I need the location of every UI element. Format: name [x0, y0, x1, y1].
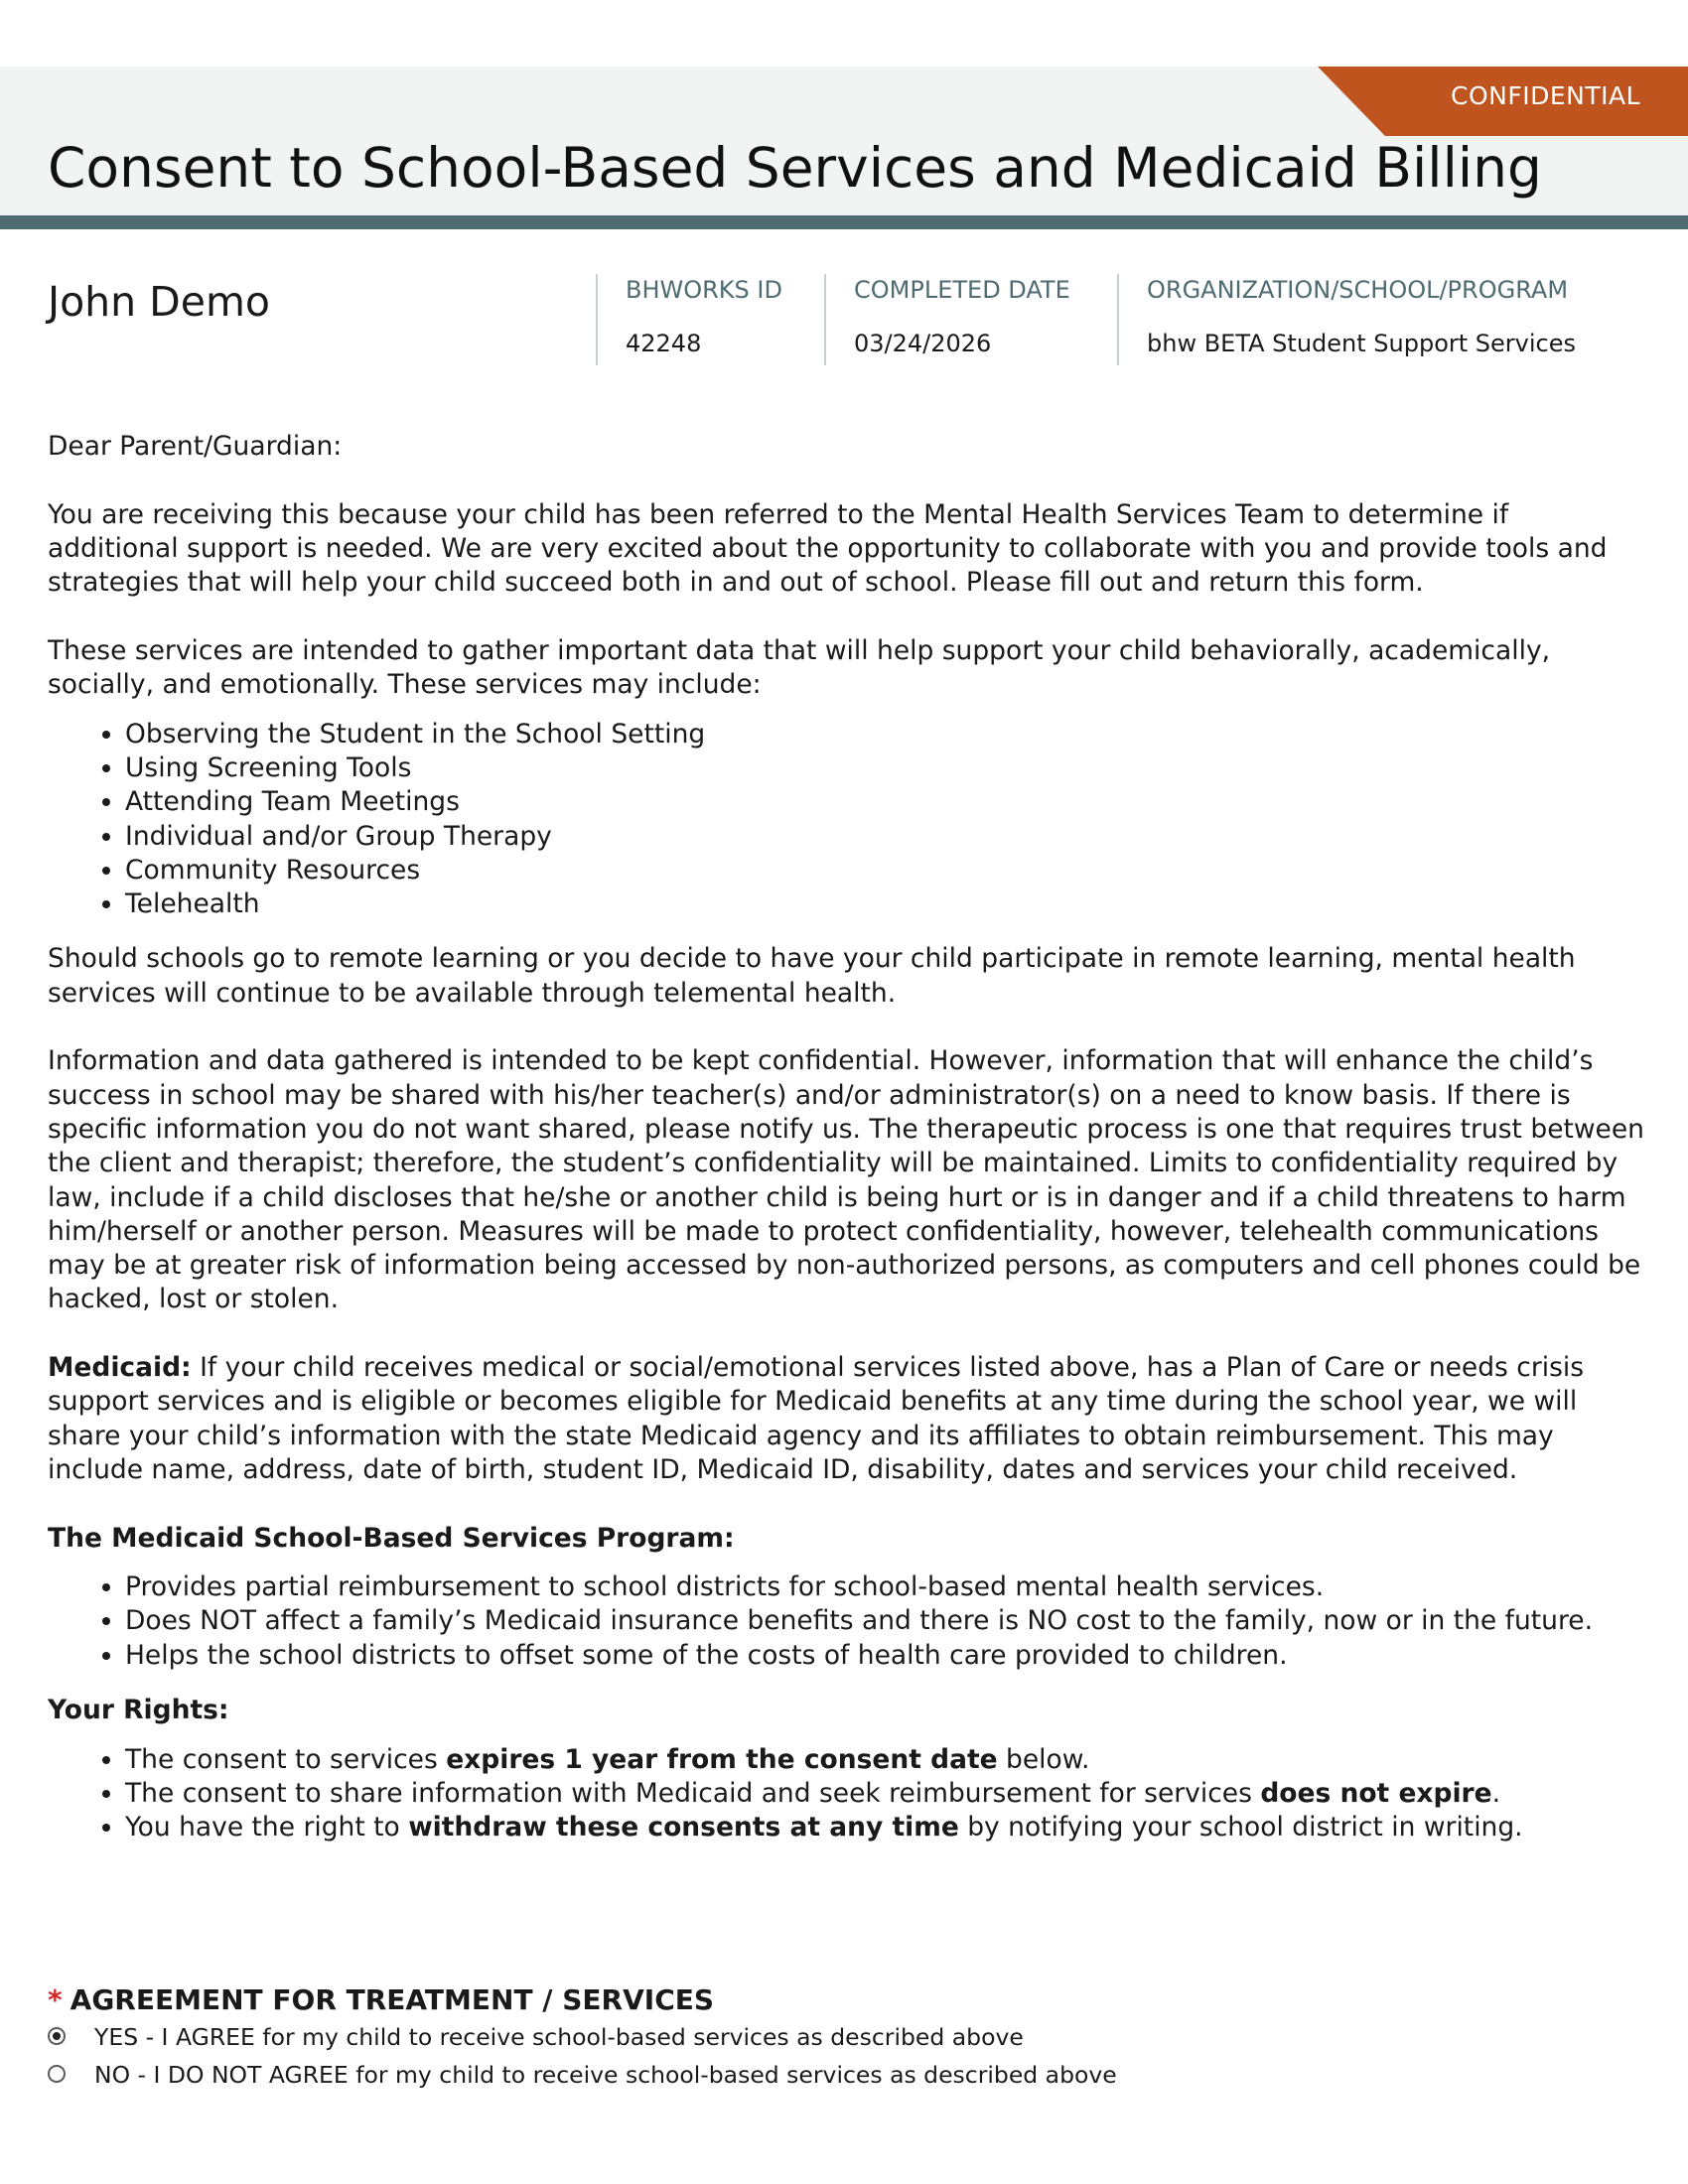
rights-emphasis: expires 1 year from the consent date	[446, 1743, 998, 1775]
required-marker: *	[48, 1983, 63, 2016]
rights-text: below.	[997, 1743, 1090, 1775]
agree-radio[interactable]	[48, 2027, 66, 2045]
list-item: • Does NOT affect a family’s Medicaid insurance benefits and there is NO cost to the family, now or in the future.	[125, 1604, 1646, 1638]
list-item: • Attending Team Meetings	[125, 785, 1646, 819]
list-item: • Observing the Student in the School Setting	[125, 718, 1646, 751]
agreement-section	[48, 1982, 1117, 2094]
remote-learning-paragraph: Should schools go to remote learning or you decide to have your child participate in remote learning, mental health services will continue to be available through telemental health.	[48, 943, 1576, 1009]
rights-emphasis: withdraw these consents at any time	[408, 1812, 959, 1843]
rights-text: by notifying your school district in writing.	[958, 1812, 1523, 1843]
confidential-label: CONFIDENTIAL	[1450, 81, 1640, 110]
disagree-option-label: NO - I DO NOT AGREE for my child to receive school-based services as described above	[94, 2061, 1117, 2089]
greeting: Dear Parent/Guardian:	[48, 431, 343, 462]
medicaid-text: If your child receives medical or social/emotional services listed above, has a Plan of Care or needs crisis support services and is eligible or becomes eligible for Medicaid benefits at any time during the school year, we will share your child’s information with the state Medicaid agency and its affiliates to obtain reimbursement. This may include name, address, date of birth, student ID, Medicaid ID, disability, dates and services your child received.	[48, 1352, 1585, 1485]
program-list	[48, 1570, 1646, 1673]
intro-paragraph: You are receiving this because your child has been referred to the Mental Health Services Team to determine if additional support is needed. We are very excited about the opportunity to collaborate with you and provide tools and strategies that will help your child succeed both in and out of school. Please fill out and return this form.	[48, 498, 1608, 599]
organization-block	[1117, 274, 1576, 365]
list-item: • Using Screening Tools	[125, 751, 1646, 785]
rights-text: .	[1491, 1777, 1501, 1809]
bhworks-id-value: 42248	[626, 330, 702, 357]
agree-option[interactable]	[48, 2018, 1024, 2056]
rights-text: The consent to share information with Medicaid and seek reimbursement for services	[125, 1777, 1261, 1809]
student-name: John Demo	[48, 278, 270, 326]
rights-text: You have the right to	[125, 1812, 409, 1843]
rights-heading: Your Rights:	[48, 1694, 229, 1725]
completed-date-label: COMPLETED DATE	[854, 276, 1070, 304]
completed-date-value: 03/24/2026	[854, 330, 992, 357]
medicaid-paragraph	[48, 1351, 1646, 1487]
program-heading: The Medicaid School-Based Services Program:	[48, 1522, 735, 1554]
services-list	[48, 718, 1646, 922]
list-item	[125, 1811, 1646, 1844]
list-item: • Individual and/or Group Therapy	[125, 820, 1646, 854]
list-item: • Provides partial reimbursement to school districts for school-based mental health services.	[125, 1570, 1646, 1604]
agreement-title	[48, 1982, 714, 2018]
header-divider	[0, 215, 1688, 229]
disagree-option[interactable]	[48, 2056, 1117, 2094]
services-intro-paragraph: These services are intended to gather important data that will help support your child behaviorally, academically, socially, and emotionally. These services may include:	[48, 634, 1551, 701]
disagree-radio[interactable]	[48, 2065, 66, 2083]
completed-date-block	[824, 274, 1070, 365]
agreement-title-text: AGREEMENT FOR TREATMENT / SERVICES	[70, 1983, 715, 2016]
list-item	[125, 1743, 1646, 1777]
agree-option-label: YES - I AGREE for my child to receive school-based services as described above	[94, 2023, 1024, 2051]
rights-emphasis: does not expire	[1260, 1777, 1492, 1809]
rights-list	[48, 1743, 1646, 1845]
rights-text: The consent to services	[125, 1743, 447, 1775]
bhworks-id-block	[596, 274, 782, 365]
bhworks-id-label: BHWORKS ID	[626, 276, 782, 304]
list-item: • Community Resources	[125, 854, 1646, 887]
list-item: • Telehealth	[125, 887, 1646, 921]
radio-selected-dot	[53, 2032, 61, 2040]
organization-label: ORGANIZATION/SCHOOL/PROGRAM	[1147, 276, 1569, 304]
list-item: • Helps the school districts to offset some of the costs of health care provided to children.	[125, 1639, 1646, 1673]
medicaid-label: Medicaid:	[48, 1352, 192, 1384]
confidentiality-paragraph: Information and data gathered is intended to be kept confidential. However, information that will enhance the child’s success in school may be shared with his/her teacher(s) and/or administrator(s) on a need to know basis. If there is specific information you do not want shared, please notify us. The therapeutic process is one that requires trust between the client and therapist; therefore, the student’s confidentiality will be maintained. Limits to confidentiality required by law, include if a child discloses that he/she or another child is being hurt or is in danger and if a child threatens to harm him/herself or another person. Measures will be made to protect confidentiality, however, telehealth communications may be at greater risk of information being accessed by non-authorized persons, as computers and cell phones could be hacked, lost or stolen.	[48, 1045, 1644, 1315]
letter-body	[48, 430, 1646, 1865]
list-item	[125, 1777, 1646, 1811]
page-title: Consent to School-Based Services and Medicaid Billing	[48, 136, 1542, 200]
organization-value: bhw BETA Student Support Services	[1147, 330, 1576, 357]
